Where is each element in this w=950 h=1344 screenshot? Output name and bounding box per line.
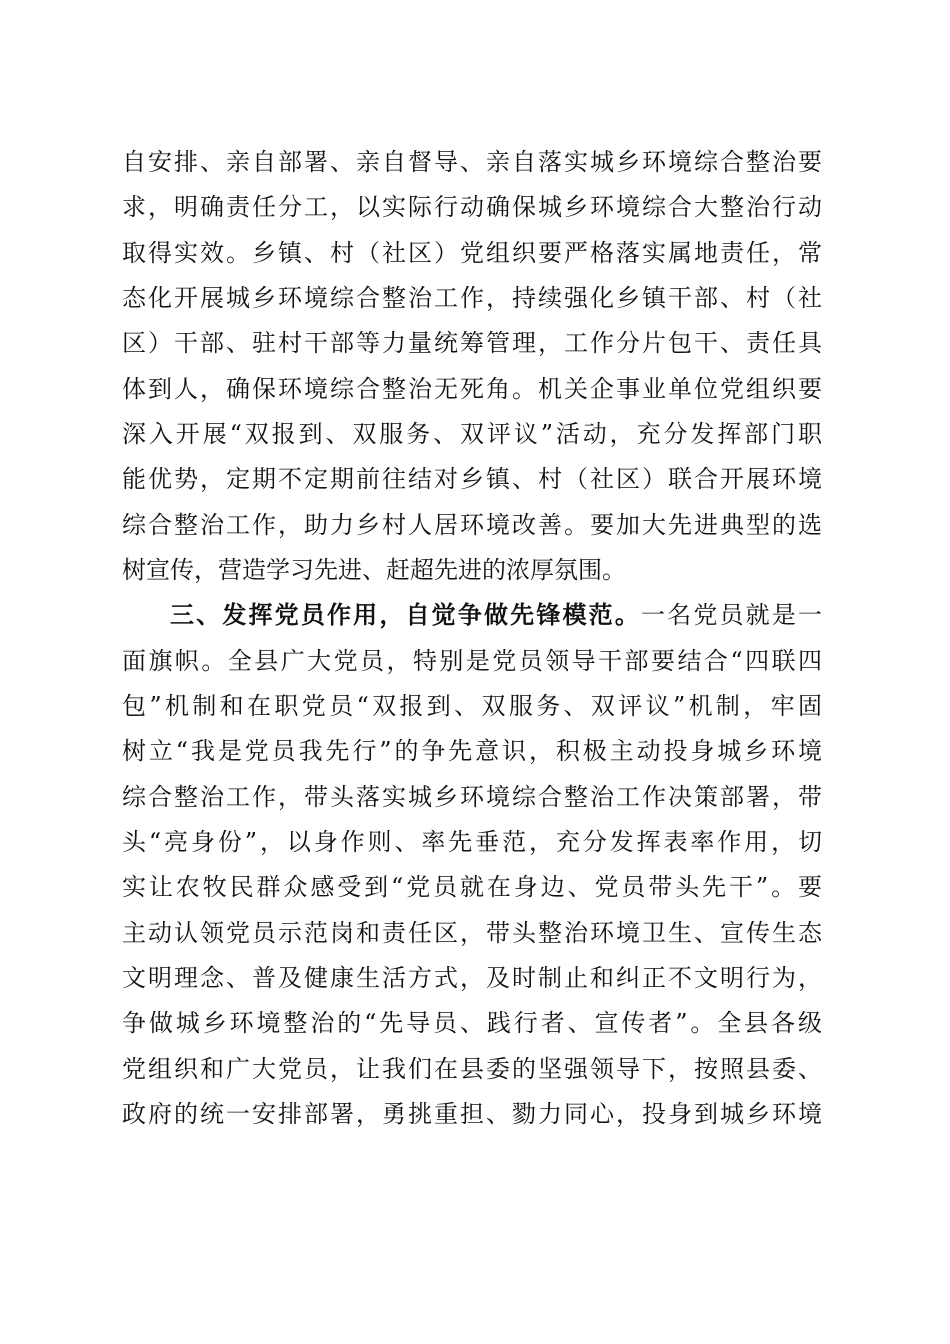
paragraph-line: 树宣传，营造学习先进、赶超先进的浓厚氛围。 (122, 556, 626, 584)
paragraph-line: 政府的统一安排部署，勇挑重担、勠力同心，投身到城乡环境 (122, 1100, 822, 1128)
paragraph-line: 能优势，定期不定期前往结对乡镇、村（社区）联合开展环境 (122, 465, 822, 493)
section-first-line-text: 一名党员就是一 (641, 601, 822, 629)
paragraph-line: 深入开展“双报到、双服务、双评议”活动，充分发挥部门职 (122, 420, 822, 448)
section-heading-line (170, 600, 822, 630)
paragraph-line: 综合整治工作，带头落实城乡环境综合整治工作决策部署，带 (122, 783, 822, 811)
paragraph-line: 自安排、亲自部署、亲自督导、亲自落实城乡环境综合整治要 (122, 148, 822, 176)
paragraph-line: 党组织和广大党员，让我们在县委的坚强领导下，按照县委、 (122, 1055, 822, 1083)
paragraph-line: 树立“我是党员我先行”的争先意识，积极主动投身城乡环境 (122, 737, 822, 765)
paragraph-line: 实让农牧民群众感受到“党员就在身边、党员带头先干”。要 (122, 873, 822, 901)
paragraph-line: 主动认领党员示范岗和责任区，带头整治环境卫生、宣传生态 (122, 919, 822, 947)
paragraph-line: 包”机制和在职党员“双报到、双服务、双评议”机制，牢固 (122, 692, 822, 720)
paragraph-line: 体到人，确保环境综合整治无死角。机关企事业单位党组织要 (122, 375, 822, 403)
paragraph-line: 文明理念、普及健康生活方式，及时制止和纠正不文明行为， (122, 964, 822, 992)
paragraph-line: 综合整治工作，助力乡村人居环境改善。要加大先进典型的选 (122, 511, 822, 539)
paragraph-line: 求，明确责任分工，以实际行动确保城乡环境综合大整治行动 (122, 193, 822, 221)
section-heading: 三、发挥党员作用，自觉争做先锋模范。 (170, 600, 641, 629)
paragraph-line: 争做城乡环境整治的“先导员、践行者、宣传者”。全县各级 (122, 1009, 822, 1037)
paragraph-line: 态化开展城乡环境综合整治工作，持续强化乡镇干部、村（社 (122, 284, 822, 312)
paragraph-line: 取得实效。乡镇、村（社区）党组织要严格落实属地责任，常 (122, 239, 822, 267)
paragraph-line: 区）干部、驻村干部等力量统筹管理，工作分片包干、责任具 (122, 329, 822, 357)
paragraph-line: 面旗帜。全县广大党员，特别是党员领导干部要结合“四联四 (122, 647, 822, 675)
paragraph-line: 头“亮身份”，以身作则、率先垂范，充分发挥表率作用，切 (122, 828, 822, 856)
